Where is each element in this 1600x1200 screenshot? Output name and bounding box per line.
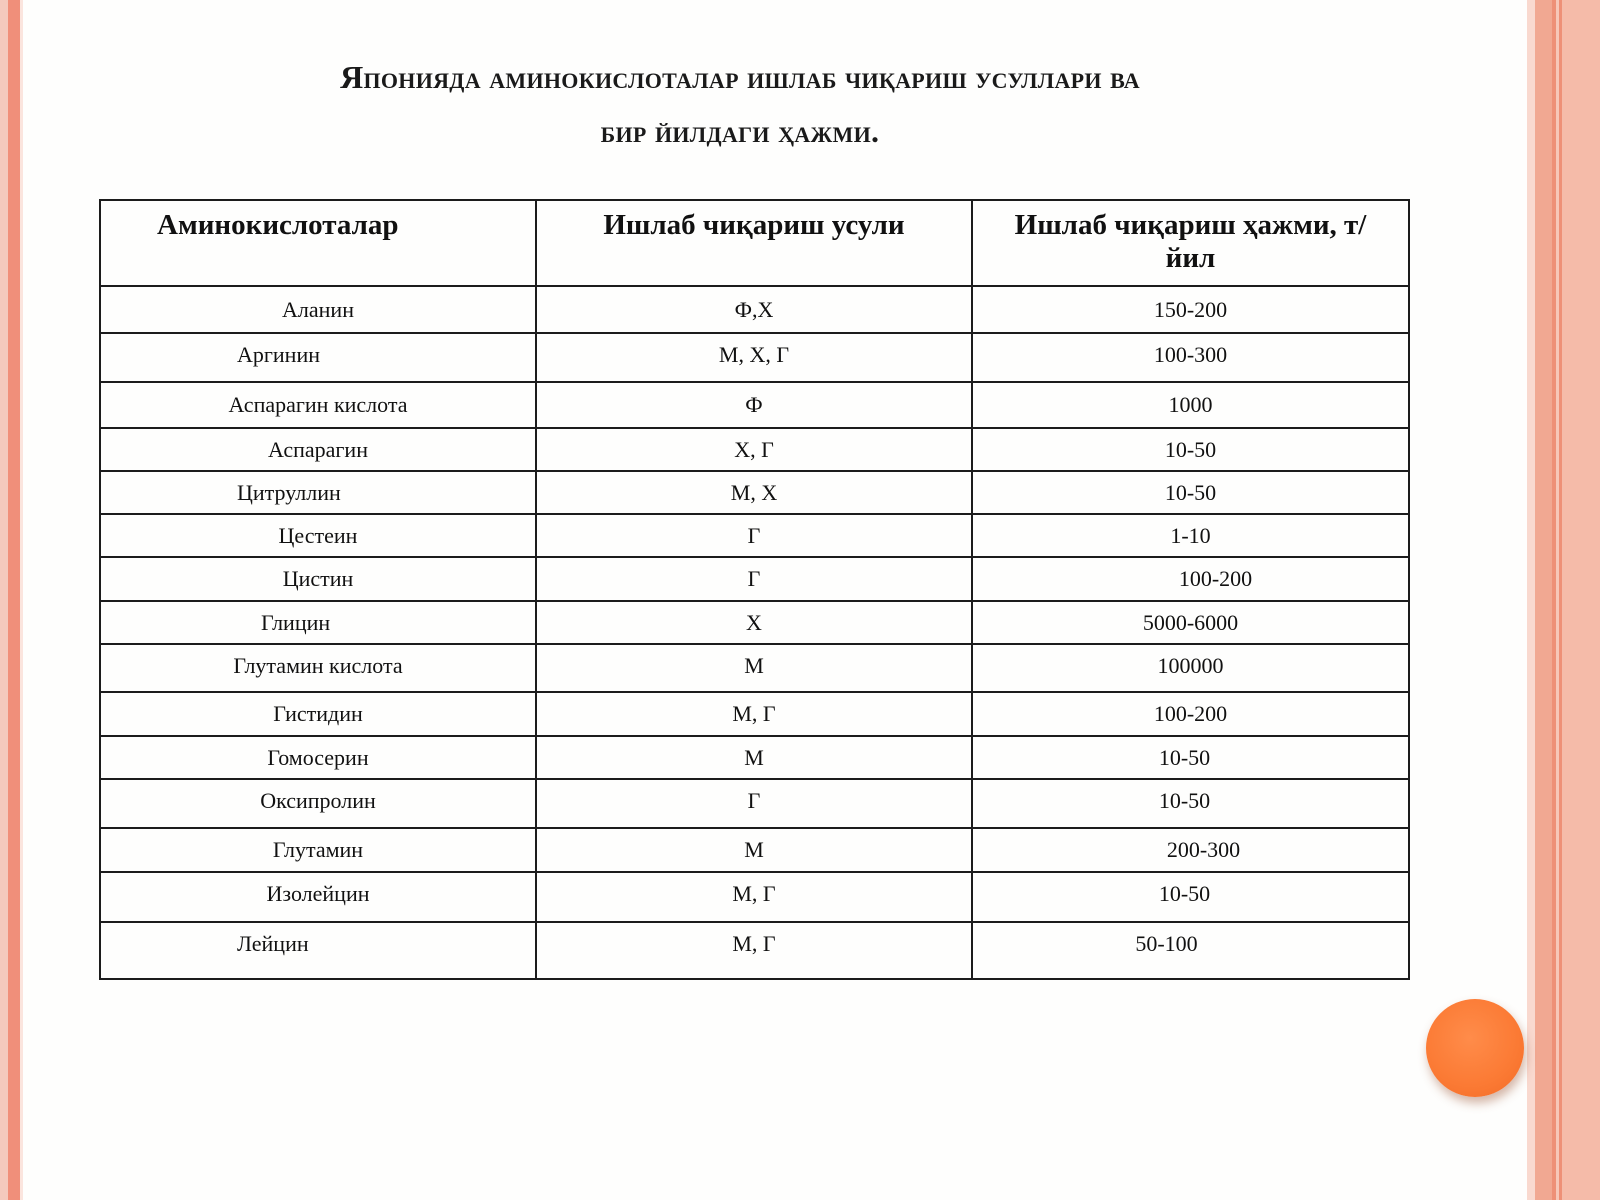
right-decorative-border-2 — [1535, 0, 1552, 1200]
table-row — [100, 382, 1409, 428]
cell-volume: 100-300 — [972, 333, 1409, 382]
cell-method: Г — [536, 779, 972, 828]
cell-volume: 1-10 — [972, 514, 1409, 557]
cell-volume: 10-50 — [972, 428, 1409, 471]
table-row — [100, 922, 1409, 979]
slide-title-line-2: бир йилдаги ҳажми. — [600, 113, 880, 149]
cell-amino-acid: Оксипролин — [100, 779, 536, 828]
cell-method: М — [536, 736, 972, 779]
table-row — [100, 736, 1409, 779]
table-row — [100, 514, 1409, 557]
table-row — [100, 779, 1409, 828]
left-decorative-border — [8, 0, 20, 1200]
cell-method: М — [536, 828, 972, 872]
cell-method: Х — [536, 601, 972, 644]
right-decorative-border-4 — [1562, 0, 1600, 1200]
cell-volume: 1000 — [972, 382, 1409, 428]
cell-method: М, Г — [536, 872, 972, 922]
cell-amino-acid: Цитруллин — [100, 471, 536, 514]
cell-volume: 100000 — [972, 644, 1409, 692]
cell-amino-acid: Аспарагин — [100, 428, 536, 471]
cell-volume: 200-300 — [972, 828, 1409, 872]
cell-volume: 5000-6000 — [972, 601, 1409, 644]
cell-amino-acid: Глицин — [100, 601, 536, 644]
table-header-row — [100, 200, 1409, 286]
cell-method: Г — [536, 557, 972, 601]
right-decorative-border-line — [1556, 0, 1559, 1200]
table-row — [100, 601, 1409, 644]
cell-amino-acid: Изолейцин — [100, 872, 536, 922]
right-decorative-border-1 — [1527, 0, 1535, 1200]
slide-title-line-1: Японияда аминокислоталар ишлаб чиқариш усуллари ва — [340, 59, 1140, 95]
header-production-volume: Ишлаб чиқариш ҳажми, т/йил — [972, 200, 1409, 286]
table-row — [100, 428, 1409, 471]
cell-amino-acid: Цистин — [100, 557, 536, 601]
orange-circle-decoration — [1426, 999, 1524, 1097]
cell-volume: 10-50 — [972, 736, 1409, 779]
cell-volume: 100-200 — [972, 692, 1409, 736]
left-decorative-border-edge — [20, 0, 23, 1200]
cell-amino-acid: Глутамин — [100, 828, 536, 872]
cell-volume: 150-200 — [972, 286, 1409, 333]
cell-volume: 50-100 — [972, 922, 1409, 979]
cell-amino-acid: Лейцин — [100, 922, 536, 979]
table-row — [100, 644, 1409, 692]
table-row — [100, 872, 1409, 922]
cell-volume: 100-200 — [972, 557, 1409, 601]
cell-amino-acid: Аспарагин кислота — [100, 382, 536, 428]
table-row — [100, 692, 1409, 736]
cell-volume: 10-50 — [972, 779, 1409, 828]
cell-method: М, Г — [536, 922, 972, 979]
cell-amino-acid: Гистидин — [100, 692, 536, 736]
header-production-method: Ишлаб чиқариш усули — [536, 200, 972, 286]
cell-method: М, Г — [536, 692, 972, 736]
cell-method: Ф — [536, 382, 972, 428]
table-row — [100, 333, 1409, 382]
table-row — [100, 557, 1409, 601]
cell-amino-acid: Аргинин — [100, 333, 536, 382]
table-row — [100, 286, 1409, 333]
cell-method: Ф,Х — [536, 286, 972, 333]
left-decorative-border-outer — [0, 0, 8, 1200]
cell-volume: 10-50 — [972, 872, 1409, 922]
cell-amino-acid: Гомосерин — [100, 736, 536, 779]
cell-method: Х, Г — [536, 428, 972, 471]
cell-amino-acid: Глутамин кислота — [100, 644, 536, 692]
table-row — [100, 471, 1409, 514]
header-amino-acids: Аминокислоталар — [100, 200, 536, 286]
cell-amino-acid: Аланин — [100, 286, 536, 333]
table-row — [100, 828, 1409, 872]
amino-acid-table — [99, 199, 1410, 980]
cell-volume: 10-50 — [972, 471, 1409, 514]
cell-method: М, Х — [536, 471, 972, 514]
slide-title — [100, 50, 1380, 158]
cell-method: Г — [536, 514, 972, 557]
cell-amino-acid: Цестеин — [100, 514, 536, 557]
cell-method: М, Х, Г — [536, 333, 972, 382]
cell-method: М — [536, 644, 972, 692]
